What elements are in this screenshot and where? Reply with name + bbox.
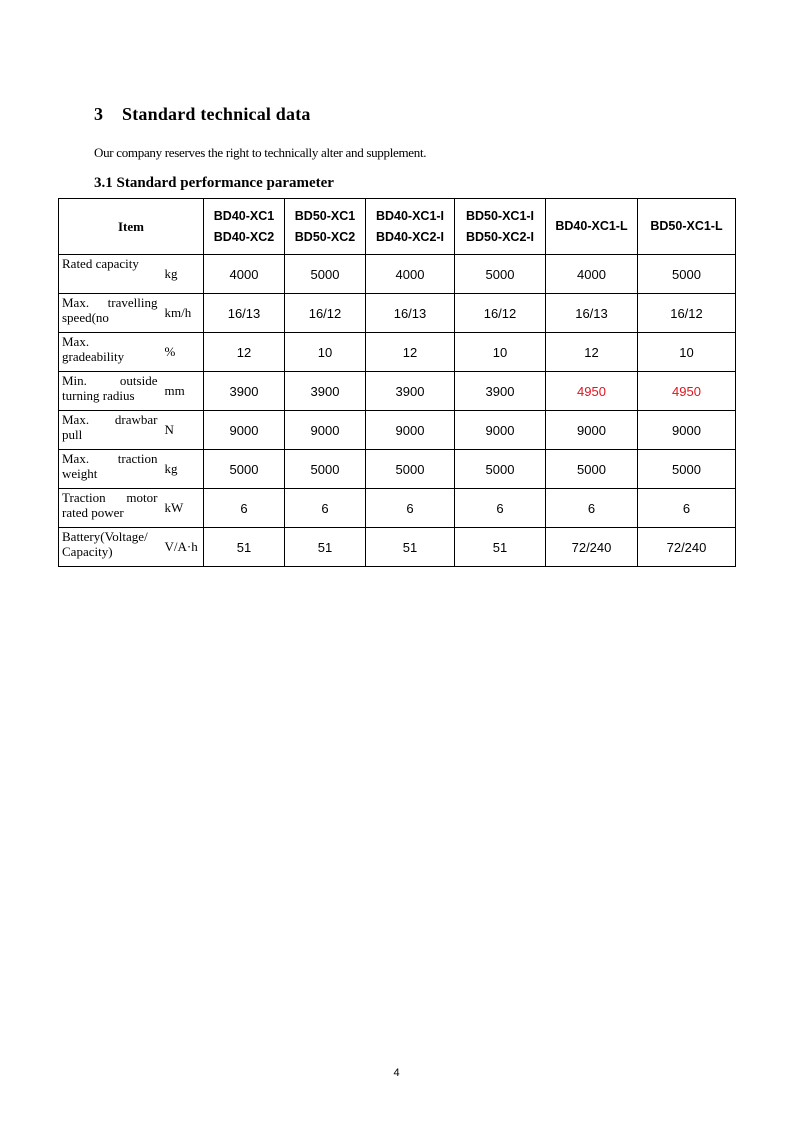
value-cell: 9000 — [455, 411, 546, 450]
disclaimer-note: Our company reserves the right to technically alter and supplement. — [94, 145, 427, 160]
model-header — [455, 199, 546, 255]
value-cell: 10 — [638, 333, 736, 372]
model-header — [366, 199, 455, 255]
value-cell: 9000 — [204, 411, 285, 450]
parameter-unit: km/h — [160, 294, 204, 333]
parameter-unit: N — [160, 411, 204, 450]
value-cell: 5000 — [455, 450, 546, 489]
model-header — [285, 199, 366, 255]
value-cell: 16/12 — [285, 294, 366, 333]
table-header-row — [59, 199, 736, 255]
parameter-label-line: Max. — [62, 334, 90, 349]
table-row — [59, 294, 736, 333]
model-header — [204, 199, 285, 255]
section-number: 3 — [94, 104, 104, 124]
value-cell: 5000 — [455, 255, 546, 294]
value-cell: 3900 — [204, 372, 285, 411]
table-row — [59, 255, 736, 294]
model-header — [638, 199, 736, 255]
model-header-line: BD40-XC2-I — [375, 229, 445, 244]
value-cell: 5000 — [285, 450, 366, 489]
subsection-title: 3.1 Standard performance parameter — [94, 175, 334, 191]
value-cell: 4950 — [638, 372, 736, 411]
model-header-line: BD50-XC2 — [294, 229, 356, 244]
value-cell: 6 — [546, 489, 638, 528]
model-header-line: BD40-XC2 — [213, 229, 275, 244]
parameter-label-line: Max. traction — [62, 451, 158, 466]
parameter-label-line: rated power — [62, 505, 124, 520]
value-cell: 51 — [204, 528, 285, 567]
value-cell: 5000 — [638, 450, 736, 489]
parameter-label-line: Max. drawbar — [62, 412, 158, 427]
parameter-label-line: Rated capacity — [62, 256, 139, 271]
value-cell: 6 — [455, 489, 546, 528]
parameter-unit: mm — [160, 372, 204, 411]
table-row — [59, 450, 736, 489]
value-cell: 51 — [455, 528, 546, 567]
value-cell: 4000 — [366, 255, 455, 294]
section-heading — [94, 104, 311, 125]
parameter-label — [59, 411, 160, 450]
parameter-unit: kg — [160, 255, 204, 294]
value-cell: 3900 — [455, 372, 546, 411]
model-header-line: BD50-XC2-I — [465, 229, 535, 244]
value-cell: 4950 — [546, 372, 638, 411]
model-header-line: BD40-XC1-L — [555, 219, 628, 233]
value-cell: 3900 — [366, 372, 455, 411]
page-number: 4 — [393, 1067, 400, 1079]
parameter-unit: % — [160, 333, 204, 372]
model-header-line: BD50-XC1-I — [465, 208, 535, 223]
value-cell: 4000 — [546, 255, 638, 294]
value-cell: 72/240 — [638, 528, 736, 567]
value-cell: 9000 — [546, 411, 638, 450]
parameter-label-line: Max. travelling — [62, 295, 158, 310]
value-cell: 72/240 — [546, 528, 638, 567]
model-header-line: BD40-XC1-I — [375, 208, 445, 223]
value-cell: 12 — [366, 333, 455, 372]
parameter-label — [59, 489, 160, 528]
table-row — [59, 489, 736, 528]
value-cell: 51 — [285, 528, 366, 567]
parameter-label-line: gradeability — [62, 349, 125, 364]
value-cell: 10 — [285, 333, 366, 372]
value-cell: 5000 — [285, 255, 366, 294]
parameter-label-line: Traction motor — [62, 490, 158, 505]
performance-table — [58, 198, 736, 567]
parameter-label-line: Battery(Voltage/ — [62, 529, 148, 544]
value-cell: 6 — [204, 489, 285, 528]
value-cell: 5000 — [638, 255, 736, 294]
parameter-label — [59, 528, 160, 567]
value-cell: 12 — [204, 333, 285, 372]
value-cell: 4000 — [204, 255, 285, 294]
table-row — [59, 411, 736, 450]
value-cell: 51 — [366, 528, 455, 567]
parameter-unit: kg — [160, 450, 204, 489]
model-header — [546, 199, 638, 255]
value-cell: 12 — [546, 333, 638, 372]
parameter-label — [59, 255, 160, 294]
table-row — [59, 372, 736, 411]
value-cell: 10 — [455, 333, 546, 372]
parameter-label — [59, 333, 160, 372]
value-cell: 16/12 — [638, 294, 736, 333]
parameter-label-line: Min. outside — [62, 373, 158, 388]
value-cell: 16/12 — [455, 294, 546, 333]
parameter-label — [59, 450, 160, 489]
value-cell: 6 — [285, 489, 366, 528]
value-cell: 9000 — [366, 411, 455, 450]
parameter-label-line: pull — [62, 427, 83, 442]
parameter-label-line: speed(no — [62, 310, 109, 325]
parameter-label-line: Capacity) — [62, 544, 113, 559]
model-header-line: BD50-XC1-L — [650, 219, 723, 233]
model-header-line: BD40-XC1 — [213, 208, 275, 223]
model-header-line: BD50-XC1 — [294, 208, 356, 223]
value-cell: 6 — [366, 489, 455, 528]
value-cell: 16/13 — [204, 294, 285, 333]
table-row — [59, 333, 736, 372]
parameter-unit: V/A·h — [160, 528, 204, 567]
value-cell: 9000 — [285, 411, 366, 450]
parameter-label — [59, 294, 160, 333]
value-cell: 5000 — [204, 450, 285, 489]
value-cell: 5000 — [366, 450, 455, 489]
item-header: Item — [59, 199, 204, 255]
parameter-label-line: turning radius — [62, 388, 135, 403]
value-cell: 16/13 — [546, 294, 638, 333]
parameter-label — [59, 372, 160, 411]
parameter-label-line: weight — [62, 466, 98, 481]
value-cell: 16/13 — [366, 294, 455, 333]
parameter-unit: kW — [160, 489, 204, 528]
value-cell: 9000 — [638, 411, 736, 450]
section-title: Standard technical data — [122, 104, 311, 124]
value-cell: 3900 — [285, 372, 366, 411]
table-row — [59, 528, 736, 567]
value-cell: 5000 — [546, 450, 638, 489]
value-cell: 6 — [638, 489, 736, 528]
